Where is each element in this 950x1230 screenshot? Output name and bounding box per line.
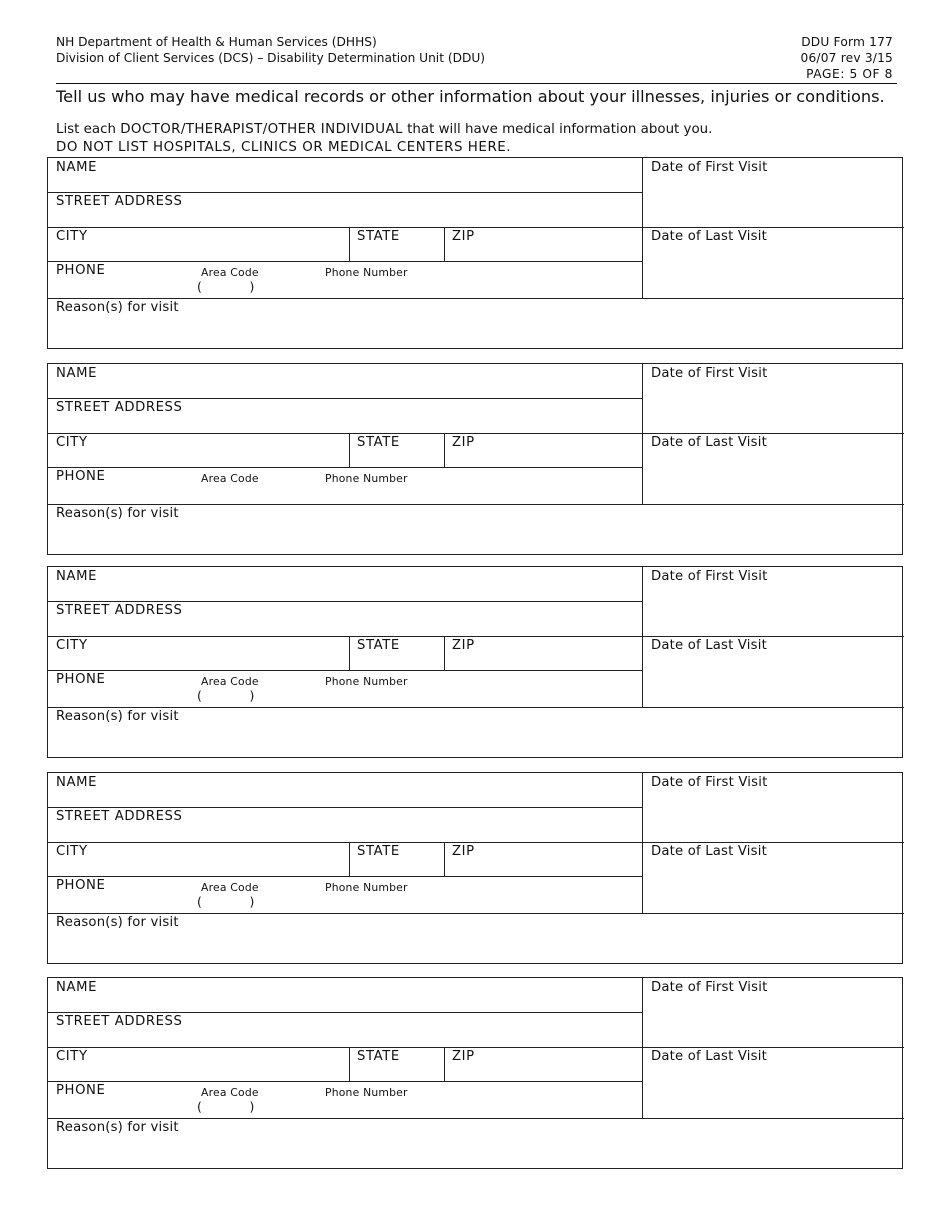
state-field[interactable]: STATE bbox=[357, 1049, 400, 1064]
reason-for-visit-field[interactable]: Reason(s) for visit bbox=[56, 709, 179, 724]
reason-for-visit-field[interactable]: Reason(s) for visit bbox=[56, 506, 179, 521]
form-header-right bbox=[801, 34, 894, 82]
divider bbox=[444, 1047, 445, 1081]
instruction-warning: DO NOT LIST HOSPITALS, CLINICS OR MEDICAL CENTERS HERE. bbox=[56, 140, 512, 155]
divider bbox=[642, 978, 643, 1118]
divider bbox=[48, 601, 642, 602]
parens-text: ( ) bbox=[197, 279, 255, 294]
divider bbox=[48, 1047, 904, 1048]
name-field[interactable]: NAME bbox=[56, 160, 97, 175]
phone-field[interactable]: PHONE bbox=[56, 263, 106, 278]
divider bbox=[48, 1081, 642, 1082]
date-last-visit-field[interactable]: Date of Last Visit bbox=[651, 229, 767, 244]
city-field[interactable]: CITY bbox=[56, 638, 88, 653]
divider bbox=[642, 773, 643, 913]
instruction-upper: DOCTOR/THERAPIST/OTHER INDIVIDUAL bbox=[120, 122, 403, 137]
instruction-prefix: List each bbox=[56, 122, 121, 137]
divider bbox=[48, 433, 904, 434]
city-field[interactable]: CITY bbox=[56, 229, 88, 244]
date-first-visit-field[interactable]: Date of First Visit bbox=[651, 366, 768, 381]
area-code-parens bbox=[197, 689, 254, 703]
area-code-label: Area Code bbox=[201, 266, 259, 279]
divider bbox=[642, 567, 643, 707]
date-first-visit-field[interactable]: Date of First Visit bbox=[651, 569, 768, 584]
name-field[interactable]: NAME bbox=[56, 775, 97, 790]
divider bbox=[349, 227, 350, 261]
divider bbox=[48, 261, 642, 262]
divider bbox=[48, 707, 904, 708]
divider bbox=[48, 192, 642, 193]
state-field[interactable]: STATE bbox=[357, 638, 400, 653]
form-header-left bbox=[56, 34, 485, 66]
department-name: NH Department of Health & Human Services (DHHS) bbox=[56, 35, 377, 49]
divider bbox=[48, 298, 904, 299]
phone-field[interactable]: PHONE bbox=[56, 878, 106, 893]
divider bbox=[444, 636, 445, 670]
date-last-visit-field[interactable]: Date of Last Visit bbox=[651, 638, 767, 653]
parens-text: ( ) bbox=[197, 1099, 255, 1114]
phone-field[interactable]: PHONE bbox=[56, 672, 106, 687]
divider bbox=[444, 227, 445, 261]
divider bbox=[48, 876, 642, 877]
area-code-label: Area Code bbox=[201, 1086, 259, 1099]
name-field[interactable]: NAME bbox=[56, 569, 97, 584]
page-number: PAGE: 5 OF 8 bbox=[806, 67, 893, 81]
divider bbox=[48, 504, 904, 505]
divider bbox=[642, 364, 643, 504]
zip-field[interactable]: ZIP bbox=[452, 638, 475, 653]
street-address-field[interactable]: STREET ADDRESS bbox=[56, 603, 183, 618]
phone-number-label: Phone Number bbox=[325, 1086, 408, 1099]
header-rule bbox=[56, 83, 897, 84]
area-code-label: Area Code bbox=[201, 472, 259, 485]
divider bbox=[349, 842, 350, 876]
provider-block-5 bbox=[47, 977, 903, 1169]
phone-field[interactable]: PHONE bbox=[56, 1083, 106, 1098]
parens-text: ( ) bbox=[197, 688, 255, 703]
reason-for-visit-field[interactable]: Reason(s) for visit bbox=[56, 300, 179, 315]
divider bbox=[48, 227, 904, 228]
zip-field[interactable]: ZIP bbox=[452, 435, 475, 450]
instructions bbox=[56, 121, 712, 157]
divider bbox=[349, 1047, 350, 1081]
city-field[interactable]: CITY bbox=[56, 435, 88, 450]
state-field[interactable]: STATE bbox=[357, 229, 400, 244]
state-field[interactable]: STATE bbox=[357, 844, 400, 859]
date-last-visit-field[interactable]: Date of Last Visit bbox=[651, 1049, 767, 1064]
instruction-suffix: that will have medical information about you. bbox=[402, 122, 713, 137]
reason-for-visit-field[interactable]: Reason(s) for visit bbox=[56, 1120, 179, 1135]
phone-number-label: Phone Number bbox=[325, 266, 408, 279]
divider bbox=[48, 913, 904, 914]
zip-field[interactable]: ZIP bbox=[452, 229, 475, 244]
divider bbox=[48, 670, 642, 671]
division-name: Division of Client Services (DCS) – Disability Determination Unit (DDU) bbox=[56, 51, 486, 65]
date-first-visit-field[interactable]: Date of First Visit bbox=[651, 160, 768, 175]
city-field[interactable]: CITY bbox=[56, 844, 88, 859]
date-last-visit-field[interactable]: Date of Last Visit bbox=[651, 844, 767, 859]
city-field[interactable]: CITY bbox=[56, 1049, 88, 1064]
area-code-label: Area Code bbox=[201, 881, 259, 894]
phone-number-label: Phone Number bbox=[325, 881, 408, 894]
divider bbox=[48, 398, 642, 399]
divider bbox=[48, 1012, 642, 1013]
divider bbox=[48, 467, 642, 468]
phone-number-label: Phone Number bbox=[325, 472, 408, 485]
divider bbox=[444, 433, 445, 467]
divider bbox=[349, 433, 350, 467]
date-first-visit-field[interactable]: Date of First Visit bbox=[651, 980, 768, 995]
phone-number-label: Phone Number bbox=[325, 675, 408, 688]
street-address-field[interactable]: STREET ADDRESS bbox=[56, 400, 183, 415]
zip-field[interactable]: ZIP bbox=[452, 844, 475, 859]
divider bbox=[349, 636, 350, 670]
zip-field[interactable]: ZIP bbox=[452, 1049, 475, 1064]
provider-block-4 bbox=[47, 772, 903, 964]
area-code-label: Area Code bbox=[201, 675, 259, 688]
form-number: DDU Form 177 bbox=[801, 35, 893, 49]
provider-block-3 bbox=[47, 566, 903, 758]
name-field[interactable]: NAME bbox=[56, 980, 97, 995]
form-revision: 06/07 rev 3/15 bbox=[800, 51, 893, 65]
area-code-parens bbox=[197, 1100, 254, 1114]
reason-for-visit-field[interactable]: Reason(s) for visit bbox=[56, 915, 179, 930]
date-last-visit-field[interactable]: Date of Last Visit bbox=[651, 435, 767, 450]
parens-text: ( ) bbox=[197, 894, 255, 909]
phone-field[interactable]: PHONE bbox=[56, 469, 106, 484]
provider-block-2 bbox=[47, 363, 903, 555]
provider-block-1 bbox=[47, 157, 903, 349]
divider bbox=[444, 842, 445, 876]
divider bbox=[48, 807, 642, 808]
divider bbox=[48, 842, 904, 843]
date-first-visit-field[interactable]: Date of First Visit bbox=[651, 775, 768, 790]
state-field[interactable]: STATE bbox=[357, 435, 400, 450]
street-address-field[interactable]: STREET ADDRESS bbox=[56, 194, 183, 209]
divider bbox=[642, 158, 643, 298]
area-code-parens bbox=[197, 280, 254, 294]
street-address-field[interactable]: STREET ADDRESS bbox=[56, 809, 183, 824]
name-field[interactable]: NAME bbox=[56, 366, 97, 381]
area-code-parens bbox=[197, 895, 254, 909]
divider bbox=[48, 1118, 904, 1119]
street-address-field[interactable]: STREET ADDRESS bbox=[56, 1014, 183, 1029]
divider bbox=[48, 636, 904, 637]
intro-text: Tell us who may have medical records or other information about your illnesses, injuries or conditions. bbox=[56, 87, 885, 106]
